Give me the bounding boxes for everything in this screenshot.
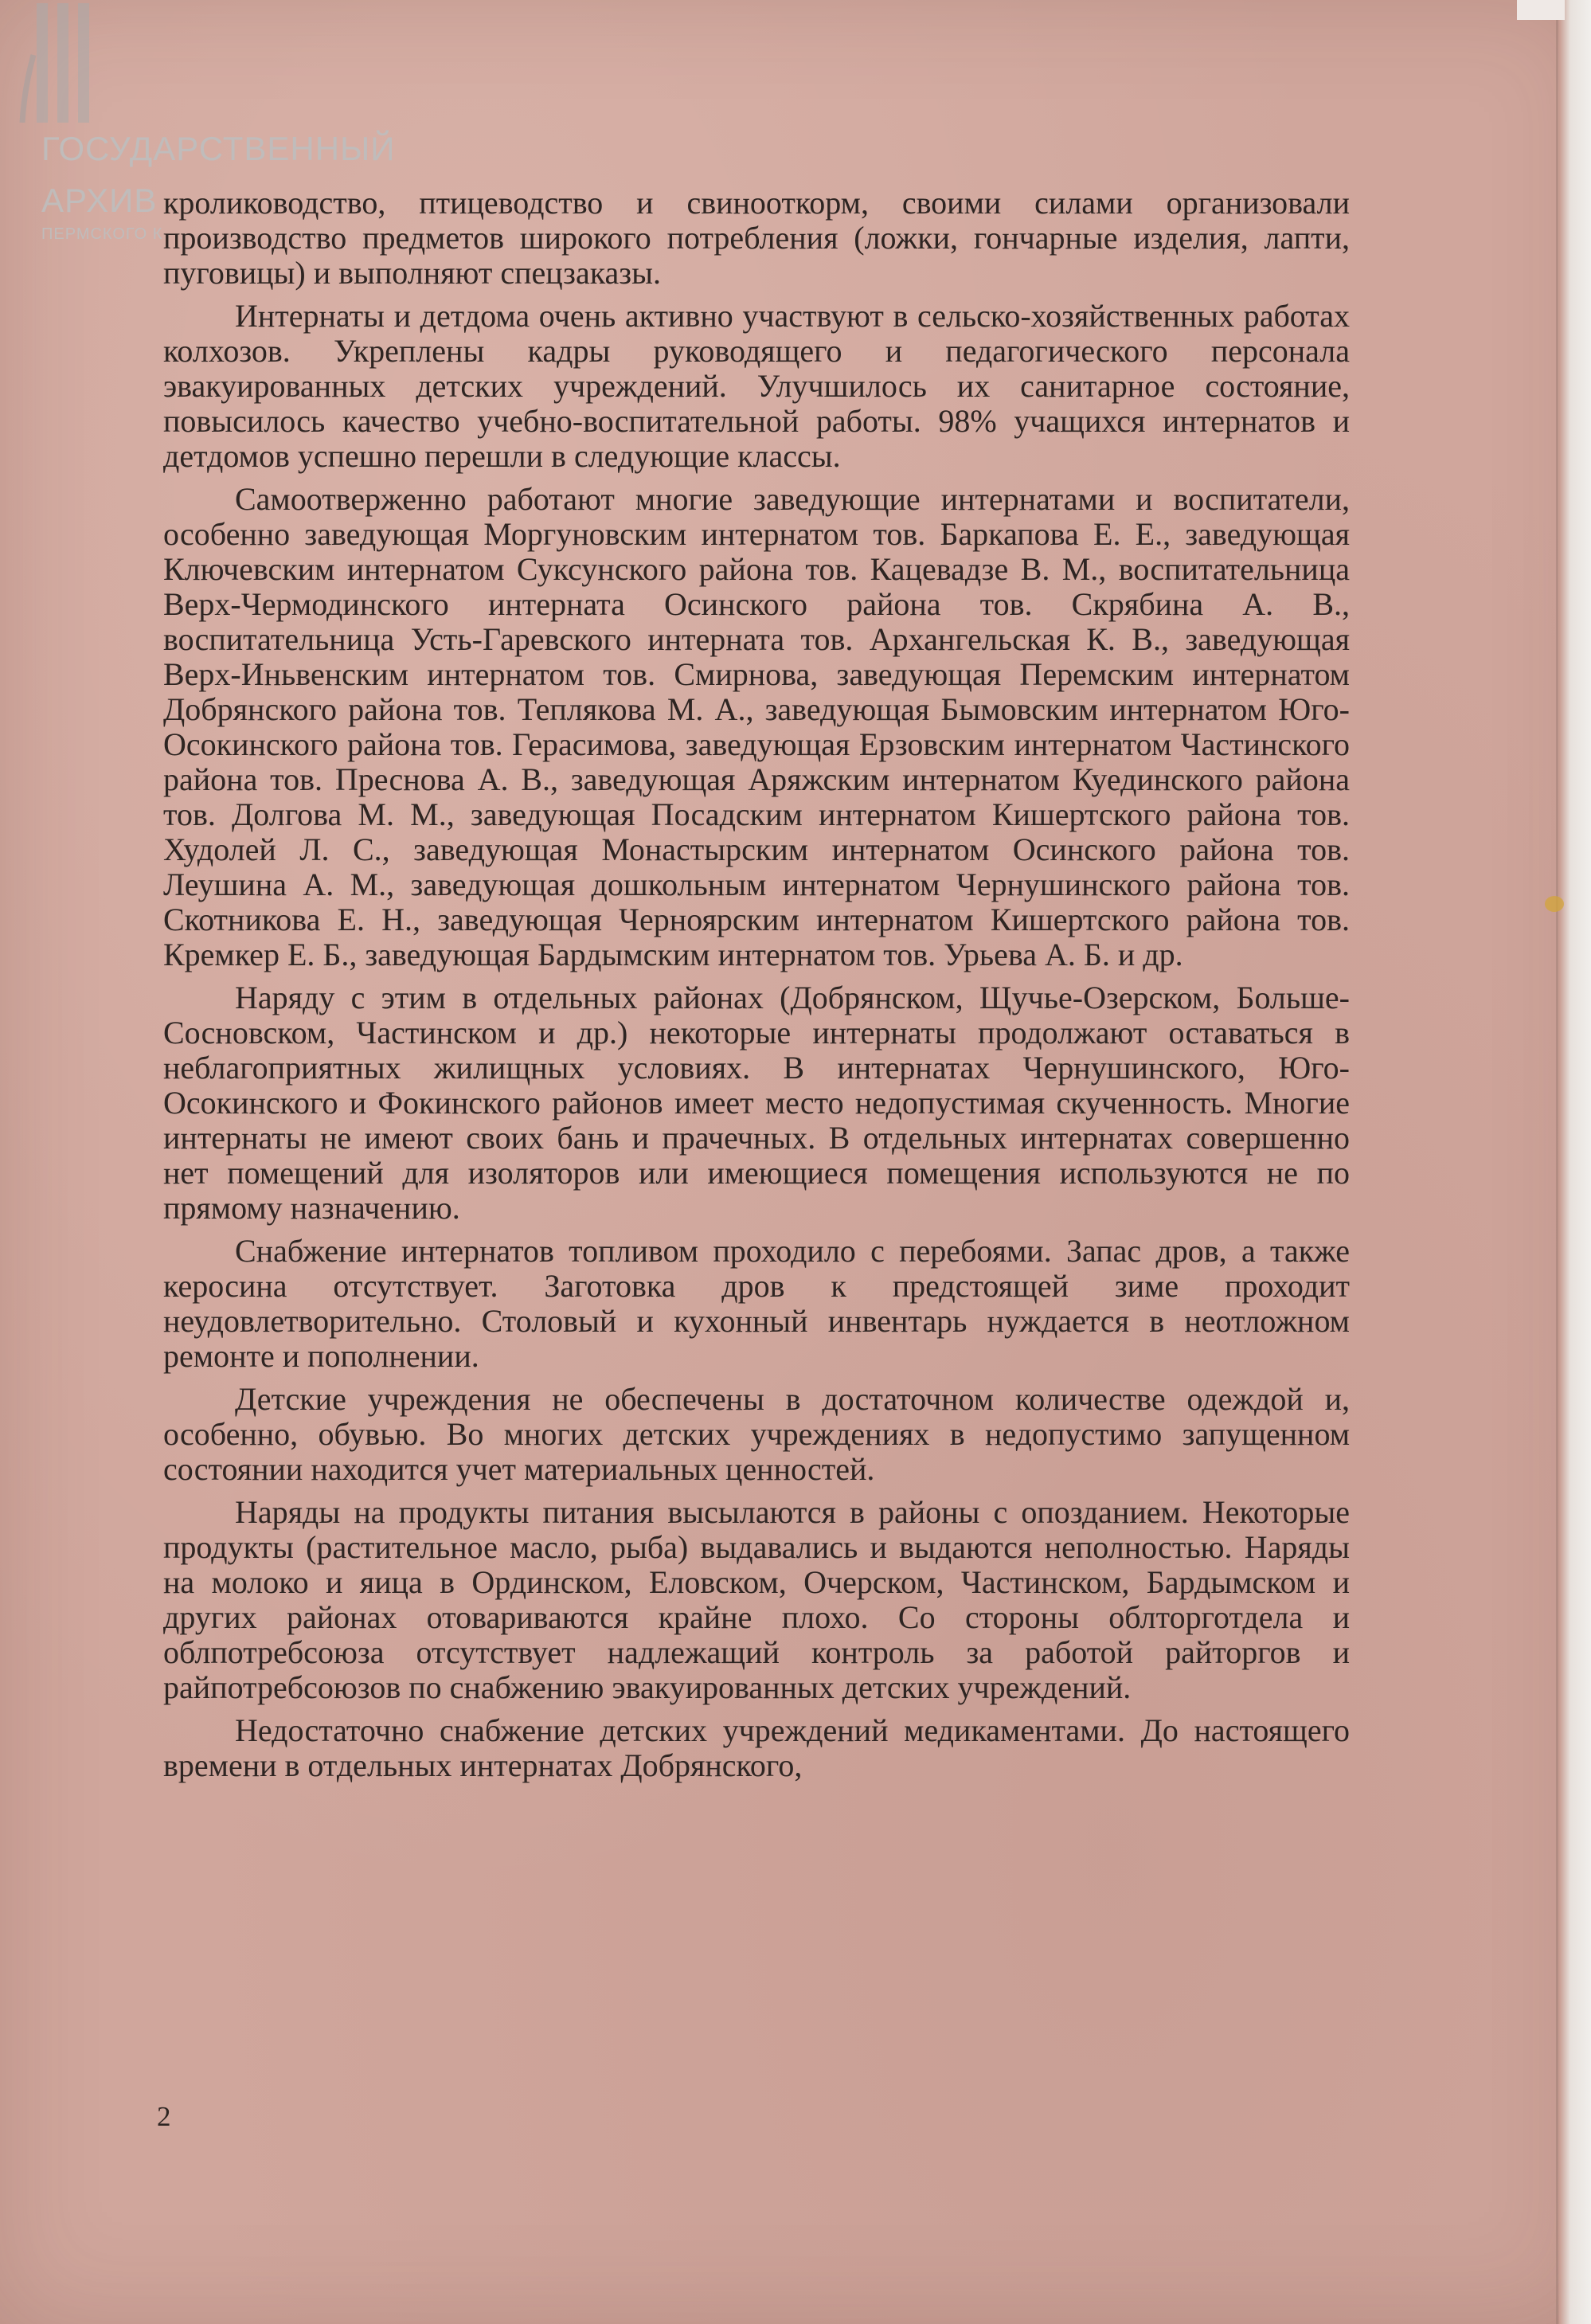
archive-region: ПЕРМСКОГО К (41, 225, 163, 243)
document-body (163, 186, 1350, 1791)
page-right-edge (1559, 0, 1591, 2324)
paragraph-3: Самоотверженно работают многие заведующие интернатами и воспитатели, особенно заведующая Моргуновским интернатом тов. Баркапова Е. Е., заведующая Ключевским интернатом Суксунского района тов. Кацевадзе В. М., воспитательница Верх-Чермодинского интерната Осинского района тов. Скрябина А. В., воспитательница Усть-Гаревского интерната тов. Архангельская К. В., заведующая Верх-Иньвенским интернатом тов. Смирнова, заведующая Перемским интернатом Добрянского района тов. Теплякова М. А., заведующая Бымовским интернатом Юго-Осокинского района тов. Герасимова, заведующая Ерзовским интернатом Частинского района тов. Преснова А. В., заведующая Аряжским интернатом Куединского района тов. Долгова М. М., заведующая Посадским интернатом Кишертского района тов. Худолей Л. С., заведующая Монастырским интернатом Осинского района тов. Леушина А. М., заведующая дошкольным интернатом Чернушинского района тов. Скотникова Е. Н., заведующая Черноярским интернатом Кишертского района тов. Кремкер Е. Б., заведующая Бардымским интернатом тов. Урьева А. Б. и др. (163, 481, 1350, 972)
paragraph-7: Наряды на продукты питания высылаются в районы с опозданием. Некоторые продукты (растительное масло, рыба) выдавались и выдаются неполностью. Наряды на молоко и яица в Ординском, Еловском, Очерском, Частинском, Бардымском и других районах отовариваются крайне плохо. Со стороны облторготдела и облпотребсоюза отсутствует надлежащий контроль за работой райторгов и райпотребсоюзов по снабжению эвакуированных детских учреждений. (163, 1494, 1350, 1705)
paragraph-6: Детские учреждения не обеспечены в достаточном количестве одеждой и, особенно, обувью. Во многих детских учреждениях в недопустимо запущенном состоянии находится учет материальных ценностей. (163, 1381, 1350, 1487)
paragraph-5: Снабжение интернатов топливом проходило с перебоями. Запас дров, а также керосина отсутствует. Заготовка дров к предстоящей зиме проходит неудовлетворительно. Столовый и кухонный инвентарь нуждается в неотложном ремонте и пополнении. (163, 1233, 1350, 1374)
archive-title: ГОСУДАРСТВЕННЫЙ (41, 130, 396, 167)
page-number: 2 (157, 2101, 171, 2132)
paper-stain (1545, 896, 1564, 912)
paragraph-8: Недостаточно снабжение детских учреждений медикаментами. До настоящего времени в отдельных интернатах Добрянского, (163, 1712, 1350, 1783)
paragraph-1: кролиководство, птицеводство и свинооткорм, своими силами организовали производство предметов широкого потребления (ложки, гончарные изделия, лапти, пуговицы) и выполняют спецзаказы. (163, 185, 1350, 291)
top-corner-paper (1517, 0, 1565, 20)
archive-subtitle: АРХИВ (41, 182, 158, 219)
page-edge-line (1556, 0, 1558, 2324)
paragraph-2: Интернаты и детдома очень активно участвуют в сельско-хозяйственных работах колхозов. Укреплены кадры руководящего и педагогического персонала эвакуированных детских учреждений. Улучшилось их санитарное состояние, повысилось качество учебно-воспитательной работы. 98% учащихся интернатов и детдомов успешно перешли в следующие классы. (163, 298, 1350, 474)
paragraph-4: Наряду с этим в отдельных районах (Добрянском, Щучье-Озерском, Больше-Сосновском, Частинском и др.) некоторые интернаты продолжают оставаться в неблагоприятных жилищных условиях. В интернатах Чернушинского, Юго-Осокинского и Фокинского районов имеет место недопустимая скученность. Многие интернаты не имеют своих бань и прачечных. В отдельных интернатах совершенно нет помещений для изоляторов или имеющиеся помещения используются не по прямому назначению. (163, 980, 1350, 1226)
archive-logo-icon (16, 3, 111, 123)
